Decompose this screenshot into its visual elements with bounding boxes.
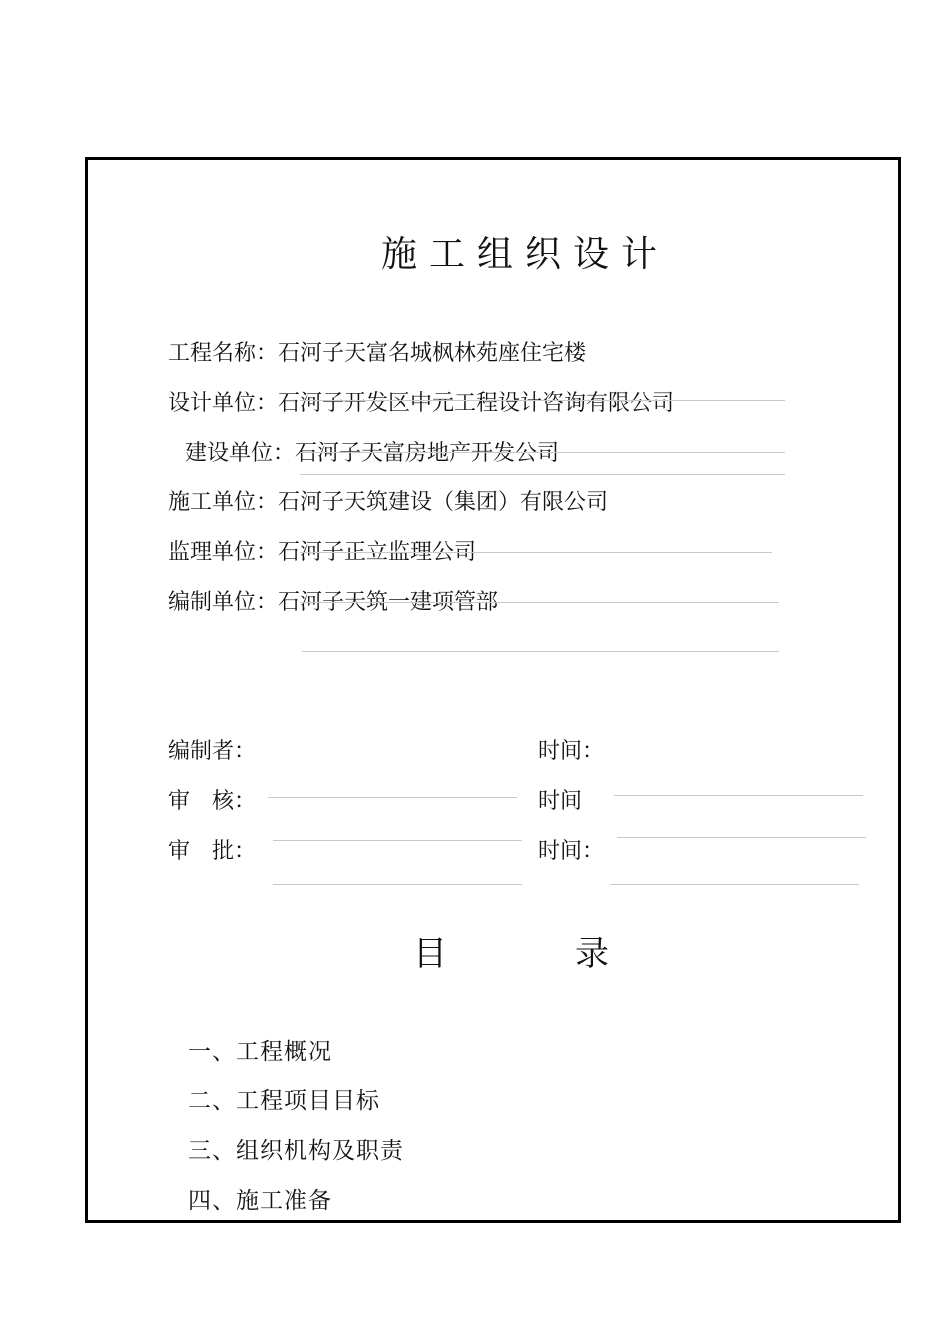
field-value: 石河子天富房地产开发公司 <box>295 441 560 466</box>
underline <box>300 400 785 401</box>
field-label: 设计单位： <box>168 391 279 416</box>
signoff-approve-label: 审 批： <box>168 839 257 864</box>
signature-line <box>268 797 517 798</box>
underline <box>300 602 779 603</box>
field-label: 监理单位： <box>168 540 279 565</box>
field-label: 建设单位： <box>185 441 296 466</box>
field-label: 编制单位： <box>168 590 279 615</box>
field-compiling-unit <box>168 585 498 616</box>
toc-item[interactable]: 一、工程概况 <box>188 1039 332 1065</box>
underline <box>300 452 785 453</box>
toc-item[interactable]: 二、工程项目目标 <box>188 1088 380 1114</box>
signoff-review-date-label: 时间 <box>538 789 583 814</box>
date-line <box>617 837 866 838</box>
date-line <box>610 884 859 885</box>
field-label: 施工单位： <box>168 490 279 515</box>
signoff-approve-date-label: 时间： <box>538 839 605 864</box>
signoff-author-date-label: 时间： <box>538 739 605 764</box>
field-value: 石河子正立监理公司 <box>278 540 477 565</box>
field-construction-unit <box>168 485 608 516</box>
document-title: 施工组织设计 <box>381 234 670 275</box>
toc-item[interactable]: 三、组织机构及职责 <box>188 1138 404 1164</box>
field-project-name <box>168 336 586 367</box>
signoff-author-label: 编制者： <box>168 739 257 764</box>
date-line <box>614 795 863 796</box>
signoff-review-label: 审 核： <box>168 789 257 814</box>
underline <box>300 552 772 553</box>
toc-heading-left: 目 <box>413 934 447 974</box>
field-value: 石河子开发区中元工程设计咨询有限公司 <box>278 391 675 416</box>
field-value: 石河子天富名城枫林苑座住宅楼 <box>278 341 587 366</box>
toc-heading-right: 录 <box>575 934 609 974</box>
field-value: 石河子天筑一建项管部 <box>278 590 499 615</box>
signature-line <box>273 840 522 841</box>
toc-item[interactable]: 四、施工准备 <box>188 1188 332 1214</box>
field-design-unit <box>168 386 674 417</box>
signature-line <box>273 884 522 885</box>
field-value: 石河子天筑建设（集团）有限公司 <box>278 490 609 515</box>
field-supervision-unit <box>168 535 476 566</box>
underline <box>302 651 779 652</box>
underline <box>300 474 785 475</box>
field-label: 工程名称： <box>168 341 279 366</box>
